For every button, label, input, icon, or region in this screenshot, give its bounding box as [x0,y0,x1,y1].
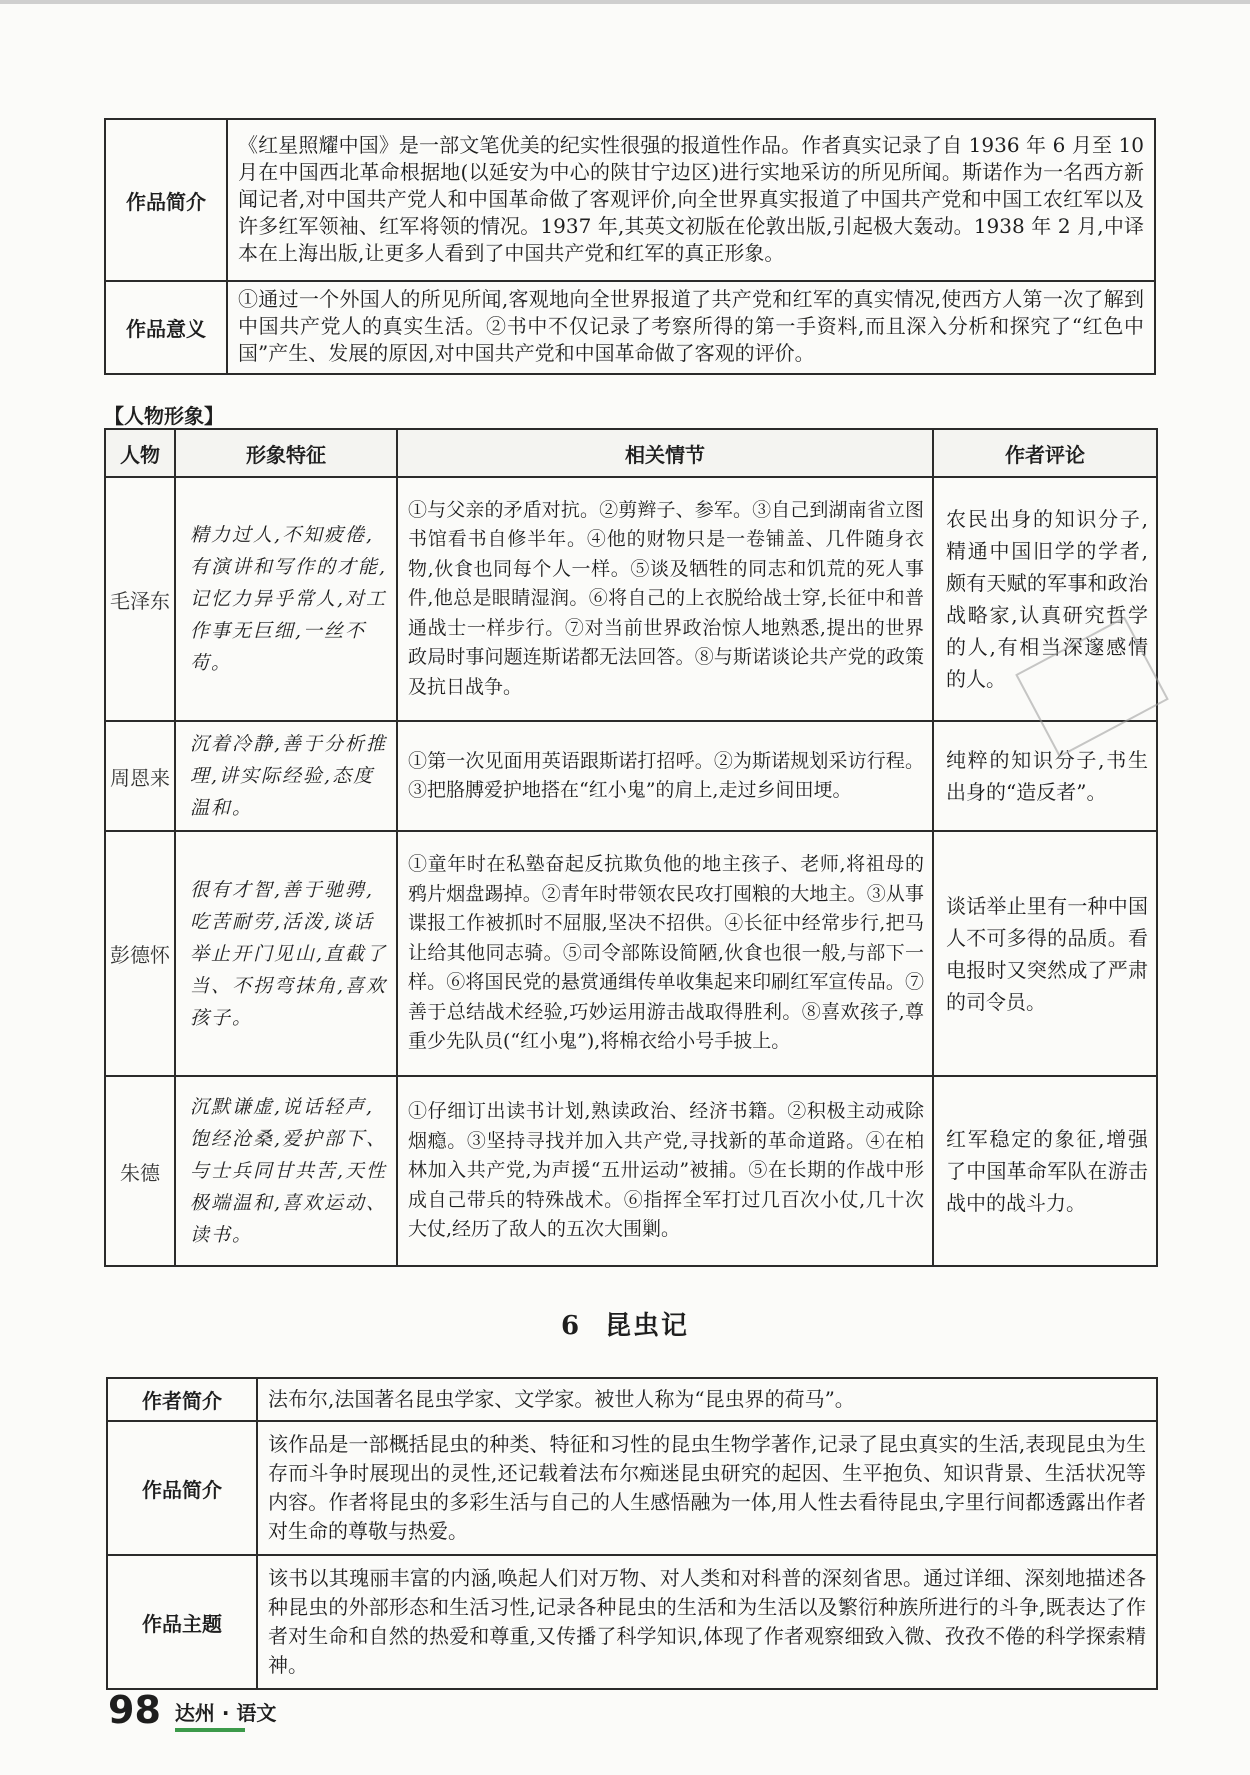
table-row [105,1076,1157,1266]
section-heading: 【人物形象】 [104,404,224,428]
row-text: 法布尔,法国著名昆虫学家、文学家。被世人称为“昆虫界的荷马”。 [257,1378,1157,1421]
character-traits: 很有才智,善于驰骋,吃苦耐劳,活泼,谈话举止开门见山,直截了当、不拐弯抹角,喜欢孩子。 [175,831,397,1076]
character-traits: 沉着冷静,善于分析推理,讲实际经验,态度温和。 [175,721,397,831]
character-traits: 沉默谦虚,说话轻声,饱经沧桑,爱护部下、与士兵同甘共苦,天性极端温和,喜欢运动、读书。 [175,1076,397,1266]
row-text: 该书以其瑰丽丰富的内涵,唤起人们对万物、对人类和对科普的深刻省思。通过详细、深刻地描述各种昆虫的外部形态和生活习性,记录各种昆虫的生活和为生活以及繁衍种族所进行的斗争,既表达了作者对生命和自然的热爱和尊重,又传播了科学知识,体现了作者观察细致入微、孜孜不倦的科学探索精神。 [257,1555,1157,1689]
character-traits: 精力过人,不知疲倦,有演讲和写作的才能,记忆力异乎常人,对工作事无巨细,一丝不苟。 [175,477,397,721]
column-header: 人物 [105,429,175,477]
page-number: 98 [108,1688,161,1732]
table-row [105,721,1157,831]
row-label: 作品简介 [107,1421,257,1555]
chapter-name: 昆虫记 [605,1311,690,1341]
row-label: 作品简介 [105,119,227,281]
book-label: 达州 · 语文 [175,1697,277,1730]
row-text: 该作品是一部概括昆虫的种类、特征和习性的昆虫生物学著作,记录了昆虫真实的生活,表现昆虫为生存而斗争时展现出的灵性,还记载着法布尔痴迷昆虫研究的起因、生平抱负、知识背景、生活状况等内容。作者将昆虫的多彩生活与自己的人生感悟融为一体,用人性去看待昆虫,字里行间都透露出作者对生命的尊敬与热爱。 [257,1421,1157,1555]
row-label: 作者简介 [107,1378,257,1421]
character-plot: ①仔细订出读书计划,熟读政治、经济书籍。②积极主动戒除烟瘾。③坚持寻找并加入共产党,寻找新的革命道路。④在柏林加入共产党,为声援“五卅运动”被捕。⑤在长期的作战中形成自己带兵的特殊战术。⑥指挥全军打过几百次小仗,几十次大仗,经历了敌人的五次大围剿。 [397,1076,933,1266]
characters-table [104,428,1158,1267]
chapter-number: 6 [560,1311,582,1341]
row-text: ①通过一个外国人的所见所闻,客观地向全世界报道了共产党和红军的真实情况,使西方人第一次了解到中国共产党人的真实生活。②书中不仅记录了考察所得的第一手资料,而且深入分析和探究了“红色中国”产生、发展的原因,对中国共产党和中国革命做了客观的评价。 [227,281,1155,374]
character-name: 周恩来 [105,721,175,831]
insect-book-table [106,1377,1158,1690]
page-footer [108,1690,276,1730]
character-comment: 红军稳定的象征,增强了中国革命军队在游击战中的战斗力。 [933,1076,1157,1266]
character-plot: ①第一次见面用英语跟斯诺打招呼。②为斯诺规划采访行程。③把胳膊爱护地搭在“红小鬼”的肩上,走过乡间田埂。 [397,721,933,831]
character-name: 毛泽东 [105,477,175,721]
table-row [107,1421,1157,1555]
character-plot: ①童年时在私塾奋起反抗欺负他的地主孩子、老师,将祖母的鸦片烟盘踢掉。②青年时带领农民攻打囤粮的大地主。③从事谍报工作被抓时不屈服,坚决不招供。④长征中经常步行,把马让给其他同志骑。⑤司令部陈设简陋,伙食也很一般,与部下一样。⑥将国民党的悬赏通缉传单收集起来印刷红军宣传品。⑦善于总结战术经验,巧妙运用游击战取得胜利。⑧喜欢孩子,尊重少先队员(“红小鬼”),将棉衣给小号手披上。 [397,831,933,1076]
character-comment: 纯粹的知识分子,书生出身的“造反者”。 [933,721,1157,831]
column-header: 形象特征 [175,429,397,477]
column-header: 作者评论 [933,429,1157,477]
row-label: 作品意义 [105,281,227,374]
character-comment: 谈话举止里有一种中国人不可多得的品质。看电报时又突然成了严肃的司令员。 [933,831,1157,1076]
table-row [107,1378,1157,1421]
table-row [107,1555,1157,1689]
row-label: 作品主题 [107,1555,257,1689]
column-header: 相关情节 [397,429,933,477]
work-intro-table [104,118,1156,375]
table-row [105,477,1157,721]
character-name: 朱德 [105,1076,175,1266]
table-row [105,831,1157,1076]
character-name: 彭德怀 [105,831,175,1076]
chapter-title [0,1305,1250,1342]
header-row [105,429,1157,477]
character-plot: ①与父亲的矛盾对抗。②剪辫子、参军。③自己到湖南省立图书馆看书自修半年。④他的财物只是一卷铺盖、几件随身衣物,伙食也同每个人一样。⑤谈及牺牲的同志和饥荒的死人事件,他总是眼睛湿润。⑥将自己的上衣脱给战士穿,长征中和普通战士一样步行。⑦对当前世界政治惊人地熟悉,提出的世界政局时事问题连斯诺都无法回答。⑧与斯诺谈论共产党的政策及抗日战争。 [397,477,933,721]
row-text: 《红星照耀中国》是一部文笔优美的纪实性很强的报道性作品。作者真实记录了自 1936 年 6 月至 10 月在中国西北革命根据地(以延安为中心的陕甘宁边区)进行实地采访的所见所闻。斯诺作为一名西方新闻记者,对中国共产党人和中国革命做了客观评价,向全世界真实报道了中国共产党和中国工农红军以及许多红军领袖、红军将领的情况。1937 年,其英文初版在伦敦出版,引起极大轰动。1938 年 2 月,中译本在上海出版,让更多人看到了中国共产党和红军的真正形象。 [227,119,1155,281]
top-rule [0,0,1250,4]
table-row [105,119,1155,281]
table-row [105,281,1155,374]
character-comment: 农民出身的知识分子,精通中国旧学的学者,颇有天赋的军事和政治战略家,认真研究哲学的人,有相当深邃感情的人。 [933,477,1157,721]
